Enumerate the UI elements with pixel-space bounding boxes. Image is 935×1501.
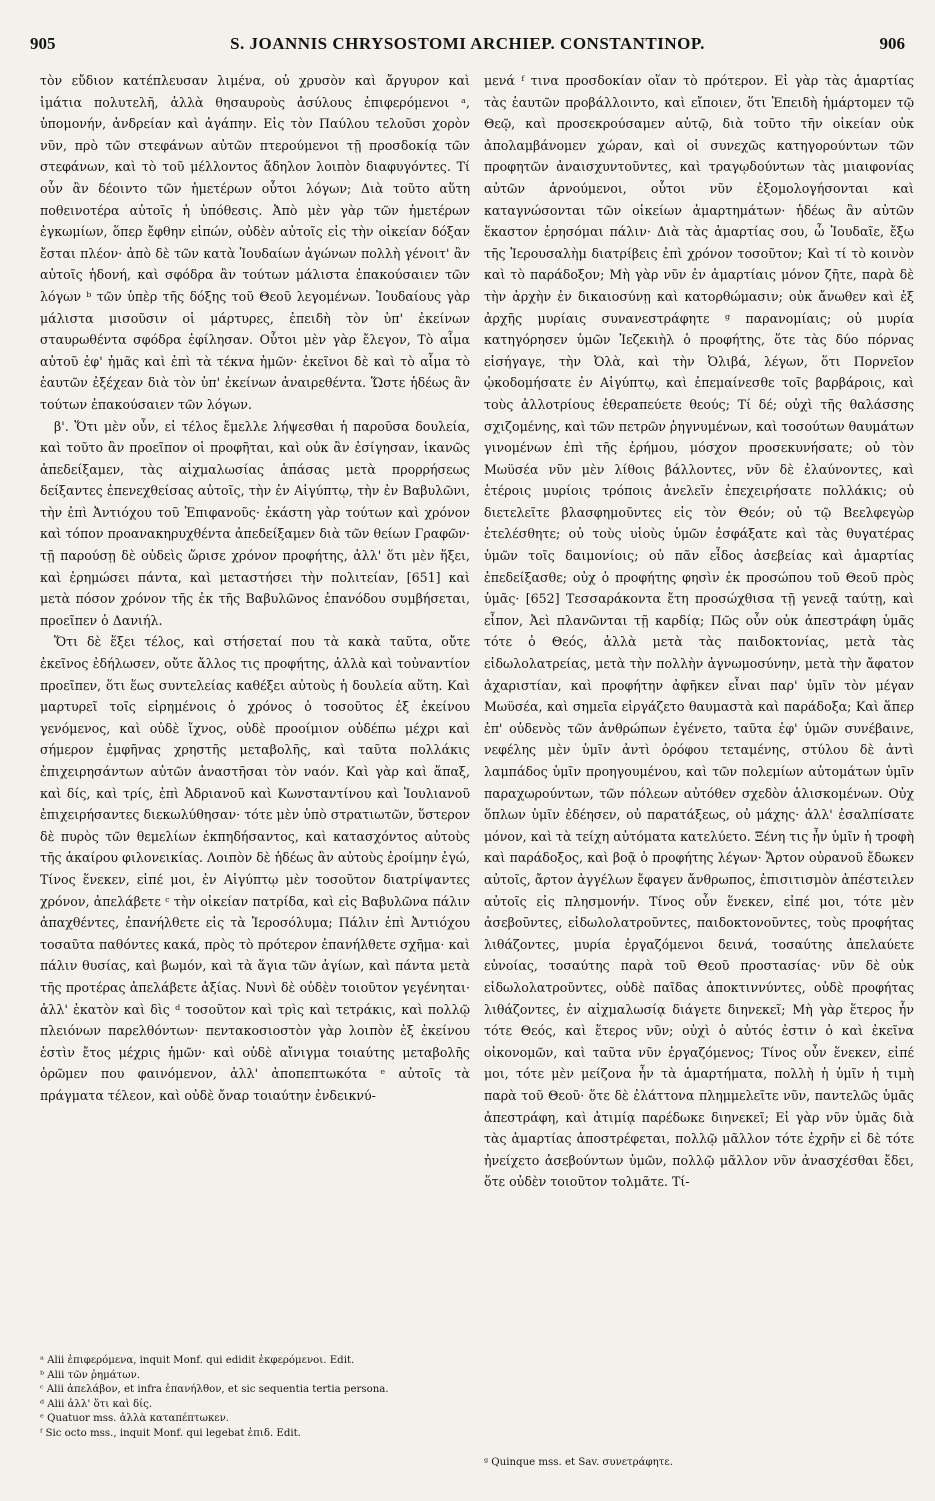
footnote: ᶜ Alii ἀπελάβον, et infra ἐπανήλθον, et sic sequentia tertia persona. <box>40 1384 389 1395</box>
right-page-number: 906 <box>879 34 905 53</box>
paragraph: τὸν εὔδιον κατέπλευσαν λιμένα, οὐ χρυσὸν καὶ ἄργυρον καὶ ἱμάτια πολυτελῆ, ἀλλὰ θησαυροὺς ἀσύλους ἐπιφερόμενοι ᵃ, ὑπομονήν, ἀνδρείαν καὶ ἀγάπην. Εἰς τὸν Παύλου τελοῦσι χορὸν νῦν, πρὸ τῶν στεφάνων αὐτῶν πτερούμενοι τῇ προσδοκίᾳ τῶν στεφάνων, καὶ τὸ τοῦ μέλλοντος ἄδηλον λοιπὸν διαφυγόντες. Τί οὖν ἂν δέοιντο τῶν ἡμετέρων οὗτοι λόγων; Διὰ τοῦτο αὕτη ποθεινοτέρα αὐτοῖς ἡ ὑπόθεσις. Ἀπὸ μὲν γὰρ τῶν ἡμετέρων ἐγκωμίων, ὅπερ ἔφθην εἰπών, οὐδὲν αὐτοῖς εἰς τὴν οἰκείαν δόξαν ἔσται πλέον· ἀπὸ δὲ τῶν κατὰ Ἰουδαίων ἀγώνων πολλὴ γένοιτ' ἂν αὐτοῖς ἡδονή, καὶ σφόδρα ἂν τούτων μάλιστα ἐπακούσαιεν τῶν λόγων ᵇ τῶν ὑπὲρ τῆς δόξης τοῦ Θεοῦ λεγομένων. Ἰουδαίους γὰρ μάλιστα μισοῦσιν οἱ μάρτυρες, ἐπειδὴ τὸν ὑπ' ἐκείνων σταυρωθέντα σφόδρα ἐφίλησαν. Οὗτοι μὲν γὰρ ἔλεγον, Τὸ αἷμα αὐτοῦ ἐφ' ἡμᾶς καὶ ἐπὶ τὰ τέκνα ἡμῶν· ἐκεῖνοι δὲ καὶ τὸ αἷμα τὸ ἑαυτῶν ἐξέχεαν διὰ τὸν ὑπ' ἐκείνων ἀναιρεθέντα. Ὥστε ἡδέως ἂν τούτων ἐπακούσαιεν τῶν λόγων. <box>40 73 470 412</box>
running-header <box>30 34 905 58</box>
footnote: ᵇ Alii τῶν ῥημάτων. <box>40 1369 141 1381</box>
footnote: ᵈ Alii ἀλλ' ὅτι καὶ δίς. <box>40 1398 153 1410</box>
footnote: ᵃ Alii ἐπιφερόμενα, inquit Monf. qui edidit ἐκφερόμενοι. Edit. <box>40 1355 355 1366</box>
paragraph: μενά ᶠ τινα προσδοκίαν οἵαν τὸ πρότερον. Εἰ γὰρ τὰς ἁμαρτίας τὰς ἑαυτῶν προβάλλοιντο, καὶ εἴποιεν, ὅτι Ἐπειδὴ ἡμάρτομεν τῷ Θεῷ, καὶ προσεκρούσαμεν αὐτῷ, διὰ τοῦτο τῆν οἰκείαν οὐκ ἀπολαμβάνομεν χώραν, καὶ οἱ συνεχῶς κατηγορούντων τῶν προφητῶν ἀναισχυντοῦντες, καὶ τραγῳδούντων τὰς μιαιφονίας αὐτῶν ἀρνούμενοι, οὗτοι νῦν ἐξομολογήσονται καὶ καταγνώσονται τῶν οἰκείων ἁμαρτημάτων· ἡδέως ἂν αὐτῶν ἕκαστον ἐρησόμαι πάλιν· Διὰ τὰς ἁμαρτίας σου, ὦ Ἰουδαῖε, ἔξω τῆς Ἱερουσαλὴμ διατρίβεις ἐπὶ χρόνον τοσοῦτον; Καὶ τί τὸ κοινὸν καὶ τὸ παράδοξον; Μὴ γὰρ νῦν ἐν ἁμαρτίαις μόνον ζῆτε, παρὰ δὲ τὴν ἀρχὴν ἐν δικαιοσύνῃ καὶ κατορθώμασιν; οὐκ ἄνωθεν καὶ ἐξ ἀρχῆς μυρίαις συνανεστράφητε ᵍ παρανομίαις; οὐ μυρία κατηγόρησεν ὑμῶν Ἰεζεκιὴλ ὁ προφήτης, ὅτε τὰς δύο πόρνας εἰσήγαγε, τὴν Ὀλὰ, καὶ τὴν Ὀλιβά, λέγων, ὅτι Πορνεῖον ᾠκοδομήσατε ἐν Αἰγύπτῳ, καὶ ἐπεμαίνεσθε τοῖς βαρβάροις, καὶ τοὺς ἀλλοτρίους ἐθεραπεύετε θεούς; Τί δέ; οὐχὶ τῆς θαλάσσης σχιζομένης, καὶ τῶν πετρῶν ῥηγνυμένων, καὶ τοσούτων θαυμάτων γινομένων ἐπὶ τῆς ἐρήμου, μόσχον προσεκυνήσατε; οὐ τὸν Μωϋσέα νῦν μὲν λίθοις βάλλοντες, νῦν δὲ ἐλαύνοντες, καὶ ἑτέροις μυρίοις τρόποις ἀνελεῖν ἐπεχειρήσατε πολλάκις; οὐ διετελεῖτε βλασφημοῦντες εἰς τὸν Θεόν; οὐ τῷ Βεελφεγὼρ ἐτελέσθητε; οὐ τοὺς υἱοὺς ὑμῶν ἐσφάξατε καὶ τὰς θυγατέρας ὑμῶν τοῖς δαιμονίοις; οὐ πᾶν εἶδος ἀσεβείας καὶ ἁμαρτίας ἐπεδείξασθε; οὐχ ὁ προφήτης φησὶν ἐκ προσώπου τοῦ Θεοῦ πρὸς ὑμᾶς· [652] Τεσσαράκοντα ἔτη προσώχθισα τῇ γενεᾷ ταύτῃ, καὶ εἶπον, Ἀεὶ πλανῶνται τῇ καρδίᾳ; Πῶς οὖν οὐκ ἀπεστράφη ὑμᾶς τότε ὁ Θεός, ἀλλὰ μετὰ τὰς παιδοκτονίας, μετὰ τὰς εἰδωλολατρείας, μετὰ τὴν πολλὴν ἀγνωμοσύνην, μετὰ τὴν ἄφατον ἀχαριστίαν, καὶ προφήτην ἀφῆκεν εἶναι παρ' ὑμῖν τὸν μέγαν Μωϋσέα, καὶ σημεῖα εἰργάζετο θαυμαστὰ καὶ παράδοξα; Καὶ ἅπερ ἐπ' οὐδενὸς τῶν ἀνθρώπων ἐγένετο, ταῦτα ἐφ' ὑμῶν συνέβαινε, νεφέλης μὲν ὑμῖν ἀντὶ ὀρόφου τεταμένης, στύλου δὲ ἀντὶ λαμπάδος ὑμῖν προηγουμένου, καὶ τῶν πολεμίων αὐτομάτων ὑμῖν παραχωρούντων, τῶν πόλεων αὐτόθεν σχεδὸν ἁλισκομένων. Οὐχ ὅπλων ὑμῖν ἐδέησεν, οὐ παρατάξεως, οὐ μάχης· ἀλλ' ἐσαλπίσατε μόνον, καὶ τὰ τείχη αὐτόματα κατελύετο. Ξένη τις ἦν ὑμῖν ἡ τροφὴ καὶ παράδοξος, καὶ βοᾷ ὁ προφήτης λέγων· Ἄρτον οὐρανοῦ ἔδωκεν αὐτοῖς, ἄρτον ἀγγέλων ἔφαγεν ἄνθρωπος, ἐπισιτισμὸν ἀπέστειλεν αὐτοῖς εἰς πλησμονήν. Τίνος οὖν ἕνεκεν, εἰπέ μοι, τότε μὲν ἀσεβοῦντες, εἰδωλολατροῦντες, παιδοκτονοῦντες, τοὺς προφήτας λιθάζοντες, μυρία ἐργαζόμενοι δεινά, τοσαύτης ἀπελαύετε εὐνοίας, τοσαύτης παρὰ τοῦ Θεοῦ προστασίας· νῦν δὲ οὐκ εἰδωλολατροῦντες, οὐδὲ παῖδας ἀποκτιννύντες, οὐδὲ προφήτας λιθάζοντες, ἐν αἰχμαλωσίᾳ διάγετε διηνεκεῖ; Μὴ γὰρ ἕτερος ἦν τότε Θεός, καὶ ἕτερος νῦν; οὐχὶ ὁ αὐτός ἐστιν ὁ καὶ ἐκεῖνα οἰκονομῶν, καὶ ταῦτα νῦν ἐργαζόμενος; Τίνος οὖν ἕνεκεν, εἰπέ μοι, τότε μὲν μείζονα ἦν τὰ ἁμαρτήματα, πολλὴ ἡ ὑμῖν ἡ τιμὴ παρὰ τοῦ Θεοῦ· ὅτε δὲ ἐλάττονα πλημμελεῖτε νῦν, παντελῶς ὑμᾶς ἀπεστράφη, καὶ ἀτιμίᾳ παρέδωκε διηνεκεῖ; Εἰ γὰρ νῦν ὑμᾶς διὰ τὰς ἁμαρτίας ἀποστρέφεται, πολλῷ μᾶλλον τότε ἐχρῆν εἰ δὲ τότε ἠνείχετο ἀσεβούντων ὑμῶν, πολλῷ μᾶλλον νῦν ἀνασχέσθαι ἔδει, ὅτε οὐδὲν τοιοῦτον τολμᾶτε. Τί- <box>484 73 914 1190</box>
running-title: S. JOANNIS CHRYSOSTOMI ARCHIEP. CONSTANTINOP. <box>230 34 705 53</box>
footnote: ᵉ Quatuor mss. ἀλλὰ καταπέπτωκεν. <box>40 1413 230 1424</box>
footnotes-left <box>40 1354 470 1441</box>
paragraph: Ὅτι δὲ ἕξει τέλος, καὶ στήσεταί που τὰ κακὰ ταῦτα, οὔτε ἐκεῖνος ἐδήλωσεν, οὔτε ἄλλος τις προφήτης, ἀλλὰ καὶ τοὐναντίον προεῖπεν, ὅτι ἕως συντελείας καθέξει αὐτοὺς ἡ δουλεία αὕτη. Καὶ μαρτυρεῖ τοῖς εἰρημένοις ὁ χρόνος ὁ τοσοῦτος ἐξ ἐκείνου γενόμενος, καὶ οὐδὲ ἴχνος, οὐδὲ προοίμιον οὐδέπω μέχρι καὶ σήμερον ἐμφῆνας χρηστῆς μεταβολῆς, καὶ ταῦτα πολλάκις ἐπιχειρησάντων αὐτῶν ἀναστῆσαι τὸν ναόν. Καὶ γὰρ καὶ ἅπαξ, καὶ δίς, καὶ τρίς, ἐπὶ Ἀδριανοῦ καὶ Κωνσταντίνου καὶ Ἰουλιανοῦ ἐπιχειρήσαντες διεκωλύθησαν· τότε μὲν ὑπὸ στρατιωτῶν, ὕστερον δὲ πυρὸς τῶν θεμελίων ἐκπηδήσαντος, καὶ κατασχόντος αὐτοὺς τῆς ἀκαίρου φιλονεικίας. Λοιπὸν δὲ ἡδέως ἂν αὐτοὺς ἐροίμην ἐγώ, Τίνος ἕνεκεν, εἰπέ μοι, ἐν Αἰγύπτῳ μὲν τοσοῦτον διατρίψαντες χρόνον, ἀπελάβετε ᶜ τὴν οἰκείαν πατρίδα, καὶ εἰς Βαβυλῶνα πάλιν ἀπαχθέντες, ἐπανήλθετε εἰς τὰ Ἱεροσόλυμα; Πάλιν ἐπὶ Ἀντιόχου τοσαῦτα παθόντες κακά, πρὸς τὸ πρότερον ἐπανήλθετε σχῆμα· καὶ πάλιν θυσίας, καὶ βωμόν, καὶ τὰ ἅγια τῶν ἁγίων, καὶ πάντα μετὰ τῆς προτέρας ἀπελάβετε ἀξίας. Νυνὶ δὲ οὐδὲν τοιοῦτον γεγένηται· ἀλλ' ἑκατὸν καὶ δὶς ᵈ τοσοῦτον καὶ τρὶς καὶ τετράκις, καὶ πολλῷ πλειόνων παρελθόντων· πεντακοσιοστὸν γὰρ λοιπὸν ἐξ ἐκείνου ἐστὶν ἔτος μέχρις ἡμῶν· καὶ οὐδὲ αἴνιγμα τοιαύτης μεταβολῆς ὁρῶμεν που φαινόμενον, ἀλλ' ἀποπεπτωκότα ᵉ αὐτοῖς τὰ πράγματα τέλεον, καὶ οὐδὲ ὄναρ τοιαύτην ἐνδεικνύ- <box>40 634 470 1103</box>
left-column <box>40 70 470 1107</box>
paragraph: β'. Ὅτι μὲν οὖν, εἰ τέλος ἔμελλε λήψεσθαι ἡ παροῦσα δουλεία, καὶ τοῦτο ἂν προεῖπον οἱ προφῆται, καὶ οὐκ ἂν ἐσίγησαν, ἱκανῶς ἀπεδείξαμεν, τὰς αἰχμαλωσίας ἁπάσας μετὰ προρρήσεως δείξαντες ἐπενεχθείσας αὐτοῖς, τὴν ἐν Αἰγύπτῳ, τὴν ἐν Βαβυλῶνι, τὴν ἐπὶ Ἀντιόχου τοῦ Ἐπιφανοῦς· ἑκάστη γὰρ τούτων καὶ χρόνον καὶ τόπον προανακηρυχθέντα ἀπεδείξαμεν διὰ τῶν θείων Γραφῶν· τῇ παρούσῃ δὲ οὐδεὶς ὥρισε χρόνον προφήτης, ἀλλ' ὅτι μὲν ἥξει, καὶ ἐρημώσει πάντα, καὶ μεταστήσει τὴν πολιτείαν, [651] καὶ μετὰ πόσον χρόνον τῆς ἐκ τῆς Βαβυλῶνος ἐπανόδου συμβήσεται, προεῖπεν ὁ Δανιήλ. <box>40 418 470 628</box>
right-column <box>484 70 914 1193</box>
left-page-number: 905 <box>30 34 56 53</box>
footnote: ᵍ Quinque mss. et Sav. συνετράφητε. <box>484 1457 673 1468</box>
footnote: ᶠ Sic octo mss., inquit Monf. qui legebat ἐπιδ. Edit. <box>40 1427 301 1439</box>
footnotes-right <box>484 1456 914 1471</box>
